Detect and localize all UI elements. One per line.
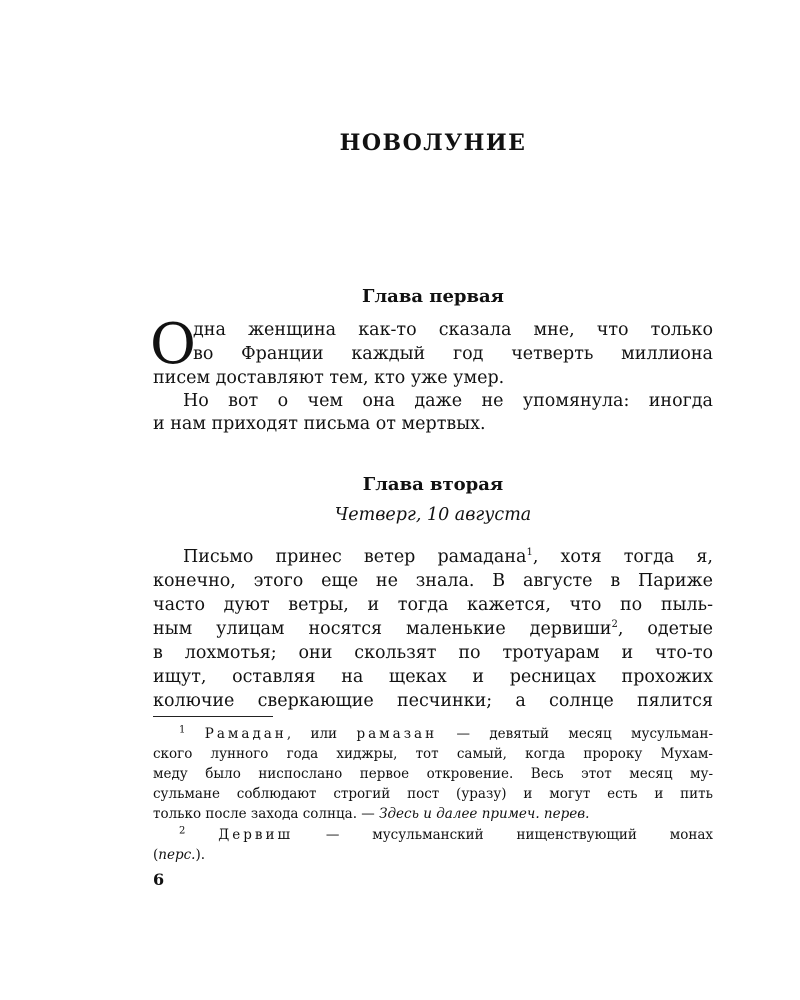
footnote-1-line-1 bbox=[179, 725, 713, 743]
chapter-heading-2: Глава вторая bbox=[362, 474, 504, 495]
chapter-heading-1: Глава первая bbox=[362, 286, 504, 307]
chapter1-line-3: писем доставляют тем, кто уже умер. bbox=[153, 368, 505, 388]
footnote-2-line-1 bbox=[179, 826, 713, 844]
dateline: Четверг, 10 августа bbox=[334, 505, 532, 525]
footnote-1-or: , или bbox=[286, 726, 357, 742]
footnote-ref-1: 1 bbox=[526, 547, 533, 559]
footnote-1-line-4: сульмане соблюдают строгий пост (уразу) и могут есть и пить bbox=[153, 786, 713, 802]
chapter2-line-7: колючие сверкающие песчинки; а солнце пялится bbox=[153, 691, 713, 711]
chapter2-line-2: конечно, этого еще не знала. В августе в Париже bbox=[153, 571, 713, 591]
book-title: НОВОЛУНИЕ bbox=[339, 130, 527, 156]
chapter1-line-2: во Франции каждый год четверть миллиона bbox=[193, 344, 713, 364]
footnote-2-close-paren: ). bbox=[195, 847, 206, 863]
footnote-1-line-2: ского лунного года хиджры, тот самый, когда пророку Мухам- bbox=[153, 746, 713, 762]
chapter2-line-6: ищут, оставляя на щеках и ресницах прохожих bbox=[153, 667, 713, 687]
footnote-2-open-paren: ( bbox=[153, 847, 159, 863]
footnote-1-line-3: меду было ниспослано первое откровение. Весь этот месяц му- bbox=[153, 766, 713, 782]
chapter1-line-5: и нам приходят письма от мертвых. bbox=[153, 414, 486, 434]
page-number: 6 bbox=[153, 870, 165, 889]
footnote-2-term: Дервиш bbox=[218, 827, 293, 843]
drop-cap: О bbox=[150, 312, 196, 377]
footnote-2-line-2 bbox=[153, 846, 713, 864]
footnote-divider bbox=[153, 716, 273, 717]
footnote-1-line-5 bbox=[153, 805, 713, 823]
footnote-1-term-1: Рамадан bbox=[204, 726, 287, 742]
chapter1-line-1: дна женщина как-то сказала мне, что только bbox=[193, 320, 713, 340]
chapter2-line-1-tail: , хотя тогда я, bbox=[532, 547, 713, 567]
footnote-2-number: 2 bbox=[179, 825, 186, 837]
footnote-1-term-2: рамазан bbox=[356, 726, 438, 742]
footnote-2-line-1-rest: — мусульманский нищенствующий монах bbox=[293, 827, 713, 843]
translator-note: Здесь и далее примеч. перев. bbox=[379, 806, 590, 822]
footnote-1-line-5-text: только после захода солнца. — bbox=[153, 806, 380, 822]
chapter2-line-1-text: Письмо принес ветер рамадана bbox=[183, 547, 527, 567]
footnote-2-abbreviation: перс. bbox=[158, 847, 196, 863]
chapter2-line-4 bbox=[153, 617, 713, 641]
chapter2-line-3: часто дуют ветры, и тогда кажется, что по пыль- bbox=[153, 595, 713, 615]
footnote-1-number: 1 bbox=[179, 724, 186, 736]
footnote-1-line-1-rest: — девятый месяц мусульман- bbox=[437, 726, 714, 742]
chapter1-line-4: Но вот о чем она даже не упомянула: иногда bbox=[183, 391, 713, 411]
chapter2-line-5: в лохмотья; они скользят по тротуарам и что-то bbox=[153, 643, 713, 663]
chapter2-line-1 bbox=[183, 545, 713, 569]
footnote-ref-2: 2 bbox=[611, 619, 618, 631]
chapter2-line-4-text: ным улицам носятся маленькие дервиши bbox=[153, 619, 612, 639]
chapter2-line-4-tail: , одетые bbox=[617, 619, 713, 639]
